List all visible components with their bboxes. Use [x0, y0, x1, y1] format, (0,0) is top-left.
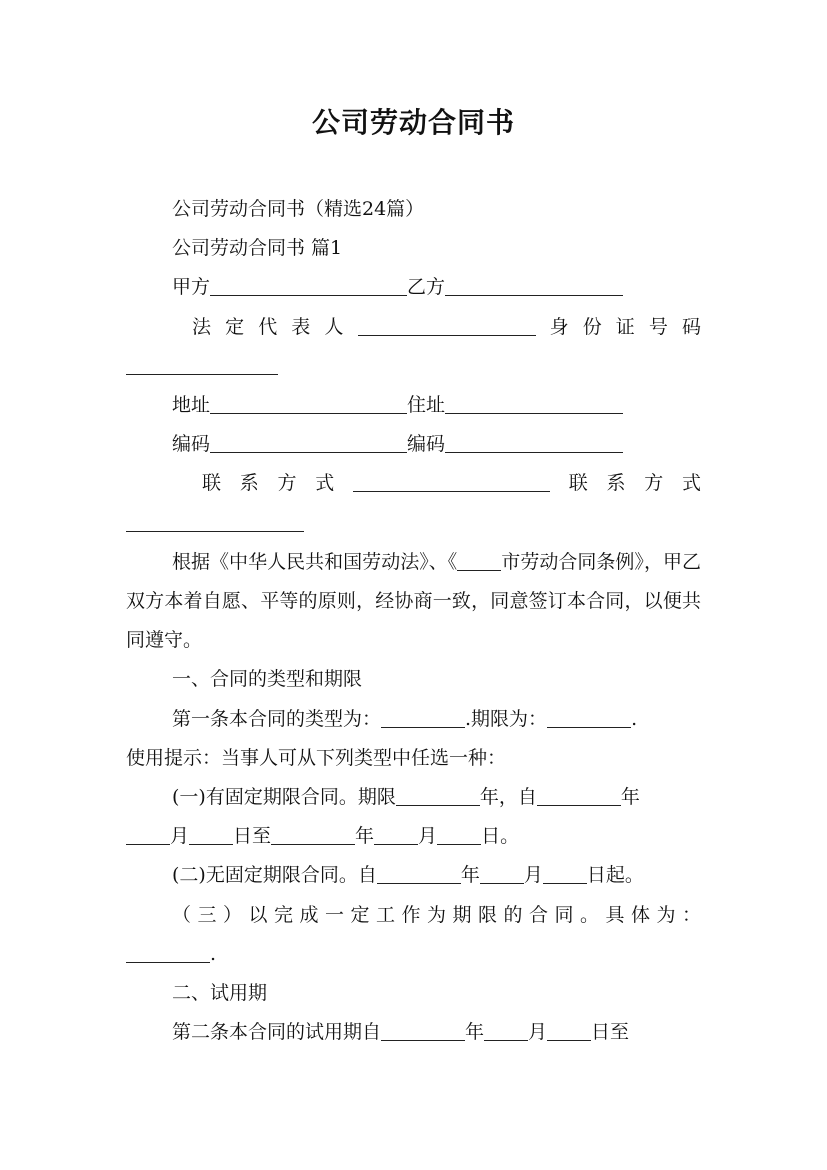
- postcode-line: [126, 425, 701, 464]
- section-title: [126, 229, 701, 268]
- type-2-month-label: 月: [523, 864, 543, 887]
- document-title: 公司劳动合同书: [311, 106, 515, 139]
- usage-tip: [126, 739, 701, 778]
- article-1-part-c: .: [631, 707, 638, 730]
- address-label: 地址: [172, 394, 211, 417]
- usage-tip-text: 使用提示：当事人可从下列类型中任选一种：: [126, 746, 507, 769]
- type-1-end-year-label: 年: [355, 825, 375, 848]
- type-1-end-month-blank: [374, 824, 418, 845]
- contract-type-blank: [381, 707, 465, 728]
- article-1-part-b: .期限为：: [465, 707, 548, 730]
- postcode-a-blank: [210, 432, 407, 453]
- contact-line: [126, 464, 701, 503]
- probation-year-blank: [381, 1020, 465, 1041]
- type-2-end-label: 日起。: [586, 864, 644, 887]
- type-2-day-blank: [543, 863, 587, 884]
- party-a-blank: [210, 275, 407, 296]
- contact-a-blank: [353, 471, 550, 492]
- type-2-line: [126, 856, 701, 895]
- postcode-b-label: 编码: [407, 433, 446, 456]
- document-body: [126, 190, 701, 1052]
- legal-rep-label: 法定代表人: [192, 315, 358, 338]
- article-2: [126, 1013, 701, 1052]
- contact-a-label: 联系方式: [202, 472, 353, 495]
- type-1-end-year-blank: [271, 824, 355, 845]
- type-1-year2-label: 年: [620, 786, 640, 809]
- type-1-year-label: 年，自: [479, 786, 537, 809]
- preamble-part-2: 市劳动合同条例》，甲乙双方本着自愿、平等的原则，经协商一致，同意签订本合同，以便共同遵守。: [126, 550, 701, 652]
- type-1-day-to-label: 日至: [233, 825, 272, 848]
- address-line: [126, 386, 701, 425]
- type-1-line-1: [126, 778, 701, 817]
- section-title-text: 公司劳动合同书 篇1: [172, 237, 343, 260]
- type-1-line-2: [126, 817, 701, 856]
- preamble-paragraph: [126, 543, 701, 661]
- party-b-label: 乙方: [407, 276, 446, 299]
- type-3-blank-line: [126, 935, 701, 974]
- postcode-a-label: 编码: [172, 433, 211, 456]
- type-2-part-a: (二)无固定期限合同。自: [172, 864, 377, 887]
- probation-day-blank: [547, 1020, 591, 1041]
- chapter-1-heading: [126, 660, 701, 699]
- residence-label: 住址: [407, 394, 446, 417]
- type-1-day-end-label: 日。: [481, 825, 520, 848]
- legal-rep-blank: [358, 315, 536, 336]
- article-2-end-label: 日至: [591, 1021, 630, 1044]
- postcode-b-blank: [445, 432, 623, 453]
- type-1-month-label: 月: [170, 825, 190, 848]
- type-1-end-day-blank: [437, 824, 481, 845]
- address-blank: [210, 393, 407, 414]
- type-2-month-blank: [480, 863, 524, 884]
- contact-b-label: 联系方式: [550, 472, 701, 495]
- chapter-2-heading: [126, 974, 701, 1013]
- article-2-part-a: 第二条本合同的试用期自: [172, 1021, 382, 1044]
- preamble-part-1: 根据《中华人民共和国劳动法》、《: [172, 550, 458, 573]
- article-1-part-a: 第一条本合同的类型为：: [172, 707, 382, 730]
- subtitle-text: 公司劳动合同书（精选24篇）: [172, 198, 425, 220]
- type-1-term-blank: [396, 785, 480, 806]
- probation-month-blank: [484, 1020, 528, 1041]
- city-blank: [457, 550, 501, 571]
- type-1-start-month-blank: [126, 824, 170, 845]
- type-1-start-year-blank: [537, 785, 621, 806]
- legal-rep-line: [126, 308, 701, 347]
- chapter-2-text: 二、试用期: [172, 982, 268, 1005]
- contract-term-blank: [547, 707, 631, 728]
- type-1-part-a: (一)有固定期限合同。期限: [172, 786, 396, 809]
- type-2-year-label: 年: [460, 864, 480, 887]
- id-number-blank: [126, 354, 278, 375]
- contact-b-blank: [126, 511, 304, 532]
- type-2-year-blank: [377, 863, 461, 884]
- article-1: [126, 700, 701, 739]
- party-a-label: 甲方: [172, 276, 211, 299]
- party-b-blank: [445, 275, 623, 296]
- chapter-1-text: 一、合同的类型和期限: [172, 668, 363, 691]
- residence-blank: [445, 393, 623, 414]
- type-1-end-month-label: 月: [418, 825, 438, 848]
- type-1-start-day-blank: [189, 824, 233, 845]
- id-number-label: 身份证号码: [535, 315, 701, 338]
- article-2-year-label: 年: [465, 1021, 485, 1044]
- id-number-blank-line: [126, 347, 701, 386]
- type-3-end: .: [210, 942, 217, 965]
- subtitle: [126, 190, 701, 229]
- type-3-line: [126, 896, 701, 935]
- article-2-month-label: 月: [528, 1021, 548, 1044]
- type-3-blank: [126, 942, 210, 963]
- party-line: [126, 268, 701, 307]
- type-3-text: （三）以完成一定工作为期限的合同。具体为：: [172, 903, 701, 926]
- contact-b-blank-line: [126, 504, 701, 543]
